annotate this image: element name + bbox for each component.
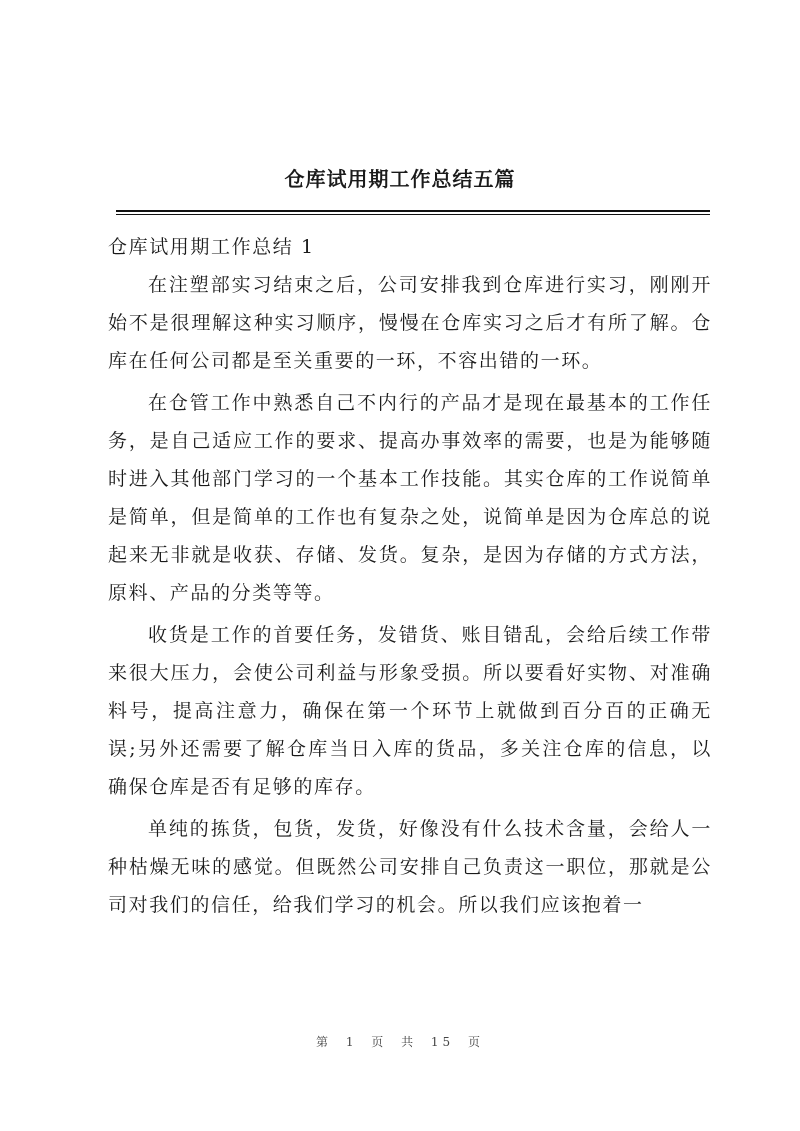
paragraph: 在仓管工作中熟悉自己不内行的产品才是现在最基本的工作任务，是自己适应工作的要求、提高办事效率的需要，也是为能够随时进入其他部门学习的一个基本工作技能。其实仓库的工作说简单是简单，但是简单的工作也有复杂之处，说简单是因为仓库总的说起来无非就是收获、存储、发货。复杂，是因为存储的方式方法，原料、产品的分类等等。 [108,392,712,604]
paragraph: 单纯的拣货，包货，发货，好像没有什么技术含量，会给人一种枯燥无味的感觉。但既然公司安排自己负责这一职位，那就是公司对我们的信任，给我们学习的机会。所以我们应该抱着一 [108,818,712,916]
paragraph: 收货是工作的首要任务，发错货、账目错乱，会给后续工作带来很大压力，会使公司利益与形象受损。所以要看好实物、对准确料号，提高注意力，确保在第一个环节上就做到百分百的正确无误;另外还需要了解仓库当日入库的货品，多关注仓库的信息，以确保仓库是否有足够的库存。 [108,624,712,798]
page-title: 仓库试用期工作总结五篇 [284,167,516,191]
paragraph: 在注塑部实习结束之后，公司安排我到仓库进行实习，刚刚开始不是很理解这种实习顺序，慢慢在仓库实习之后才有所了解。仓库在任何公司都是至关重要的一环，不容出错的一环。 [108,274,712,372]
title-divider [116,210,710,212]
page-number-footer: 第 1 页 共 15 页 [316,1035,484,1049]
title-divider-thin [116,214,710,215]
document-body [108,228,712,928]
section-heading: 仓库试用期工作总结 1 [108,236,315,258]
